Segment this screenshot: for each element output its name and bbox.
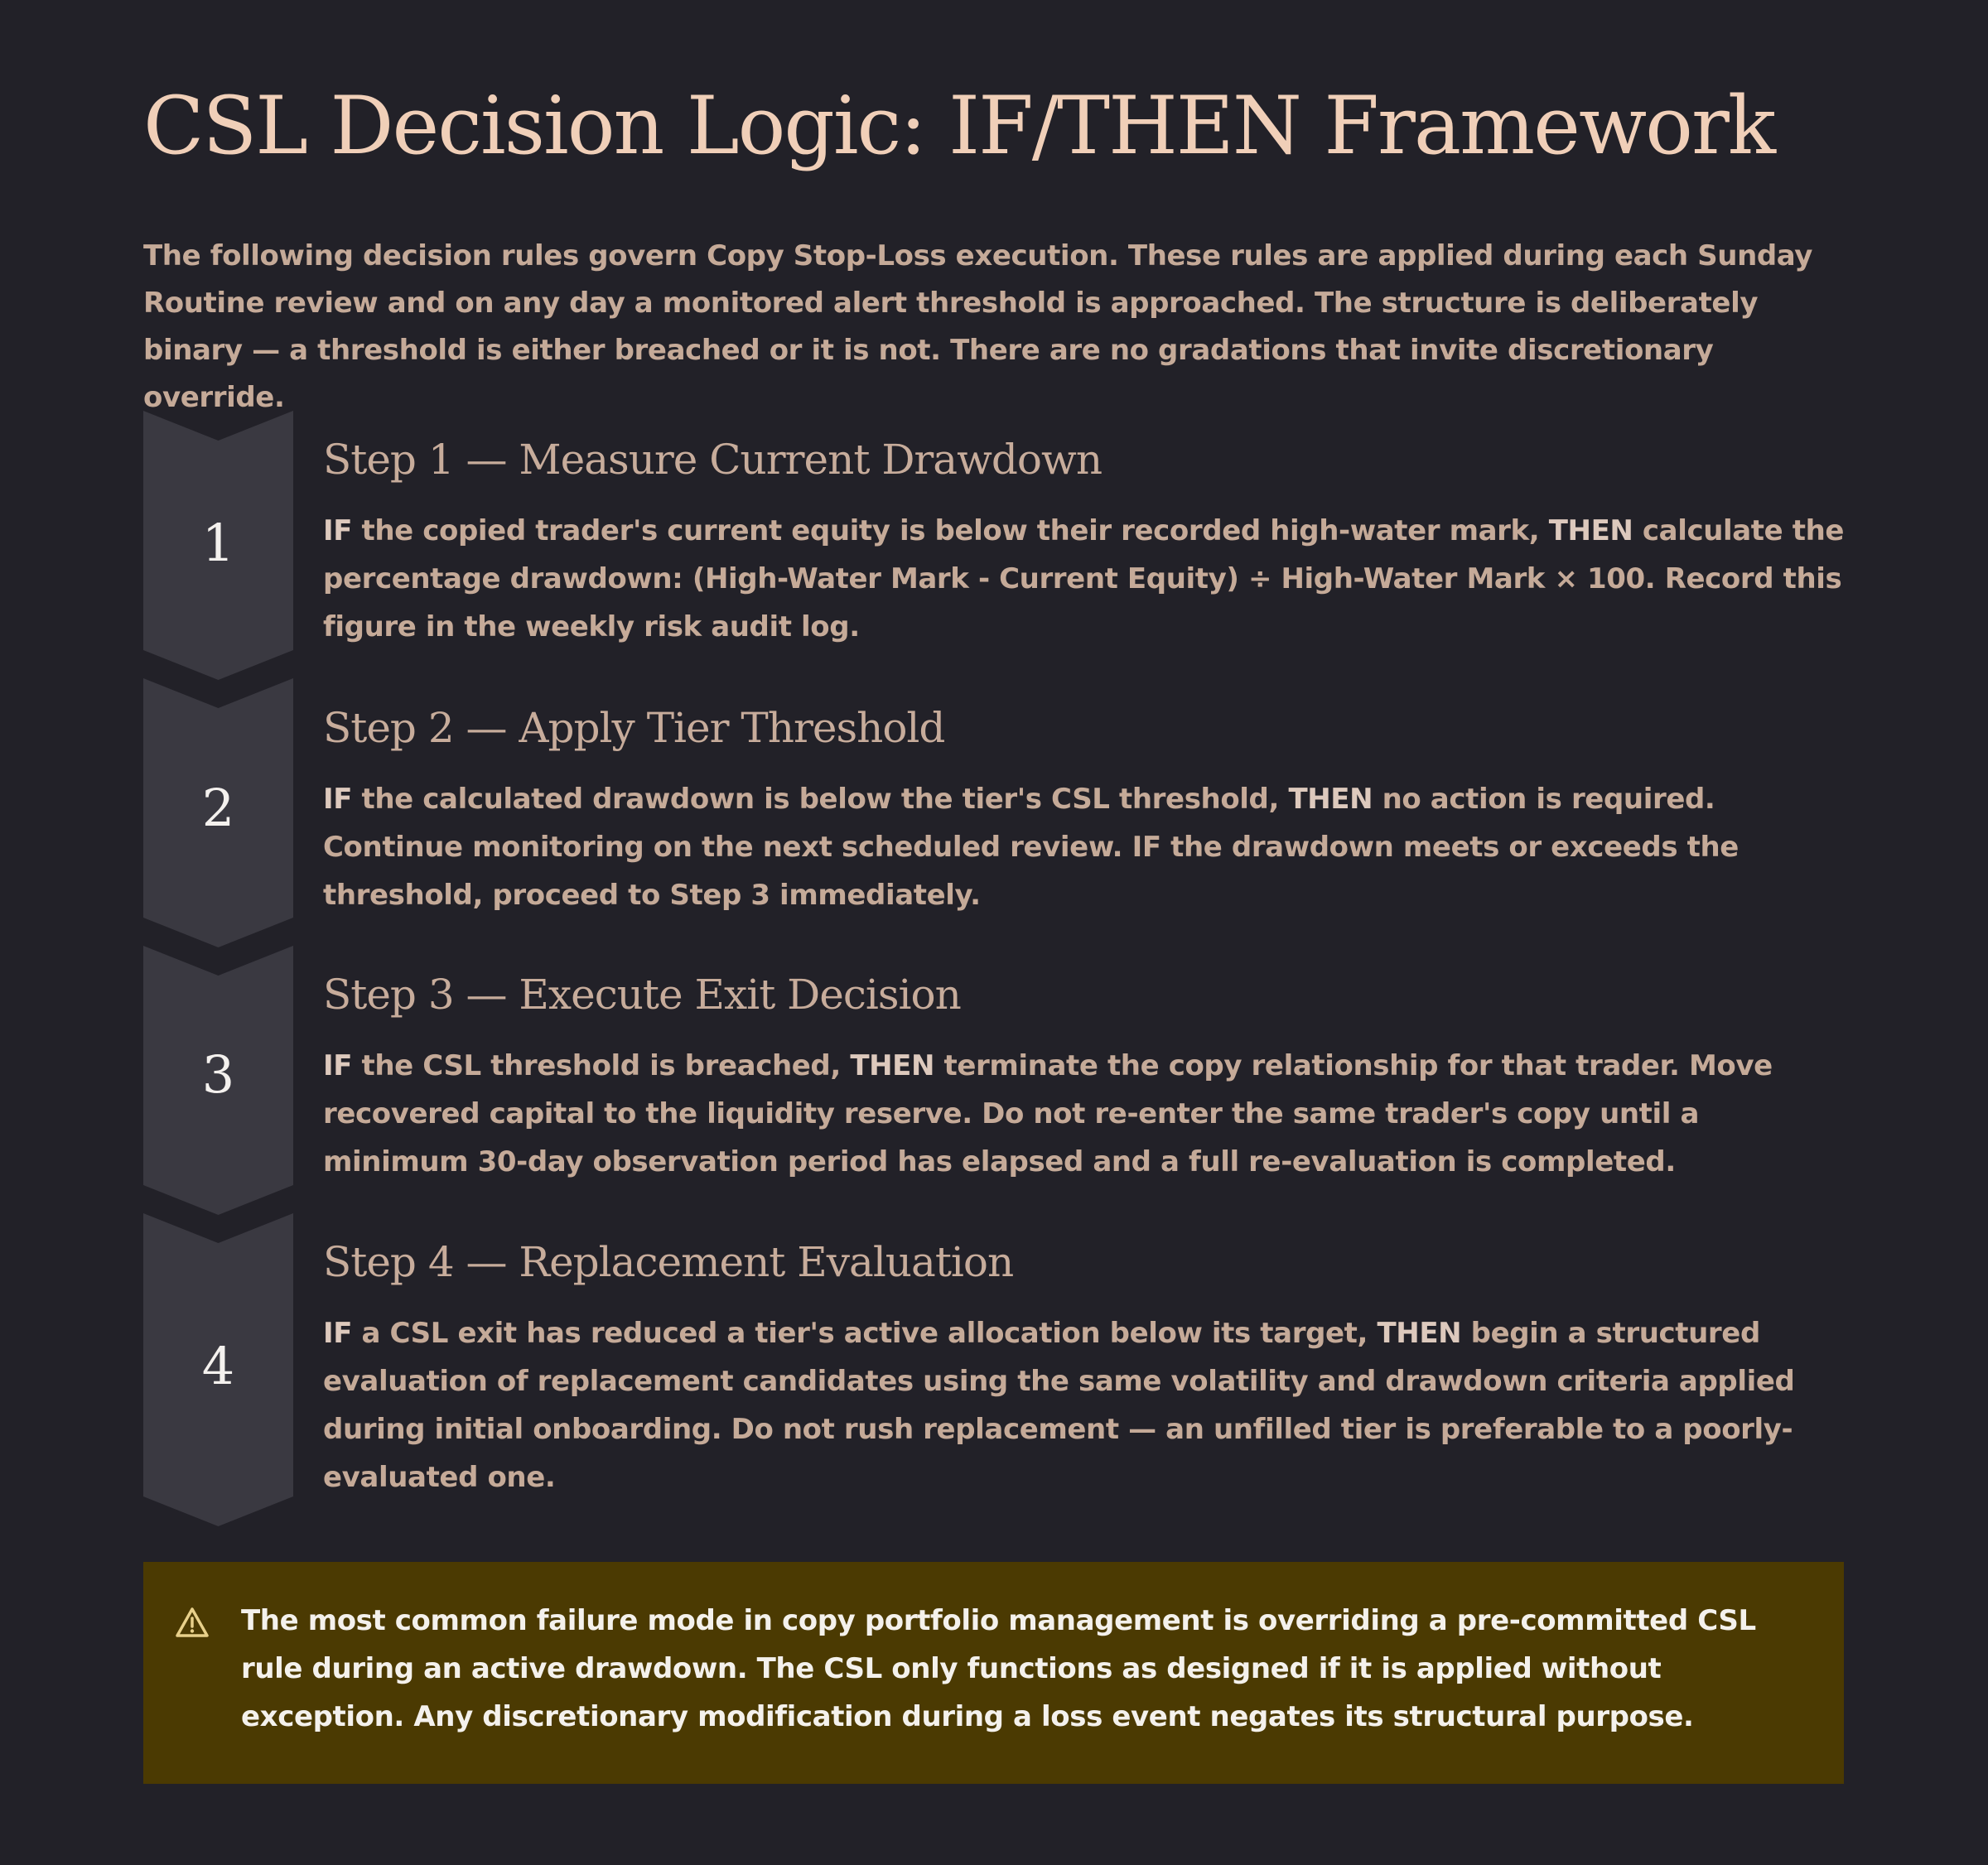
keyword-then: THEN [1288,783,1373,816]
steps-list [143,411,1850,1529]
keyword-if: IF [323,783,353,816]
keyword-then: THEN [1548,514,1633,547]
body-text: terminate the copy relationship for that trader. Move recovered capital to the liquidity reserve. Do not re-enter the same trader's copy until a minimum 30-day observation period has elapsed and a full re-evaluation is completed. [323,1049,1773,1178]
step-1-number: 1 [201,513,235,573]
step-3-heading: Step 3 — Execute Exit Decision [323,971,961,1019]
page-title: CSL Decision Logic: IF/THEN Framework [143,80,1774,172]
body-text: begin a structured evaluation of replacement candidates using the same volatility and drawdown criteria applied during initial onboarding. Do not rush replacement — an unfilled tier is preferable to a poorly-evaluated one. [323,1317,1795,1494]
step-4-heading: Step 4 — Replacement Evaluation [323,1238,1014,1286]
step-1-body [323,507,1847,651]
keyword-then: THEN [850,1049,935,1082]
step-3-number: 3 [201,1044,235,1105]
body-text: the CSL threshold is breached, [352,1049,851,1082]
keyword-if: IF [323,1317,353,1350]
callout-text: The most common failure mode in copy portfolio management is overriding a pre-committed CSL rule during an active drawdown. The CSL only functions as designed if it is applied without exception. Any discretionary modification during a loss event negates its structural purpose. [241,1604,1756,1733]
body-text: a CSL exit has reduced a tier's active allocation below its target, [352,1317,1378,1350]
step-3-body [323,1042,1847,1186]
keyword-then: THEN [1377,1317,1462,1350]
step-2-body [323,775,1847,919]
warning-callout [143,1562,1844,1784]
body-text: the calculated drawdown is below the tier's CSL threshold, [352,783,1289,816]
step-4-body [323,1309,1847,1501]
body-text: calculate the percentage drawdown: (High-Water Mark - Current Equity) ÷ High-Water Mark × 100. Record this figure in the weekly risk audit log. [323,514,1845,643]
keyword-if: IF [323,1049,353,1082]
step-2-number: 2 [201,778,235,838]
warning-triangle-icon [175,1607,210,1638]
body-text: the copied trader's current equity is below their recorded high-water mark, [352,514,1549,547]
body-text: no action is required. Continue monitoring on the next scheduled review. IF the drawdown meets or exceeds the threshold, proceed to Step 3 immediately. [323,783,1739,912]
step-4-number: 4 [201,1336,235,1396]
intro-paragraph: The following decision rules govern Copy Stop-Loss execution. These rules are applied during each Sunday Routine review and on any day a monitored alert threshold is approached. The structure is deliberately binary — a threshold is either breached or it is not. There are no gradations that invite discretionary override. [143,239,1813,414]
keyword-if: IF [323,514,353,547]
step-1-heading: Step 1 — Measure Current Drawdown [323,436,1103,484]
step-2-heading: Step 2 — Apply Tier Threshold [323,704,945,752]
